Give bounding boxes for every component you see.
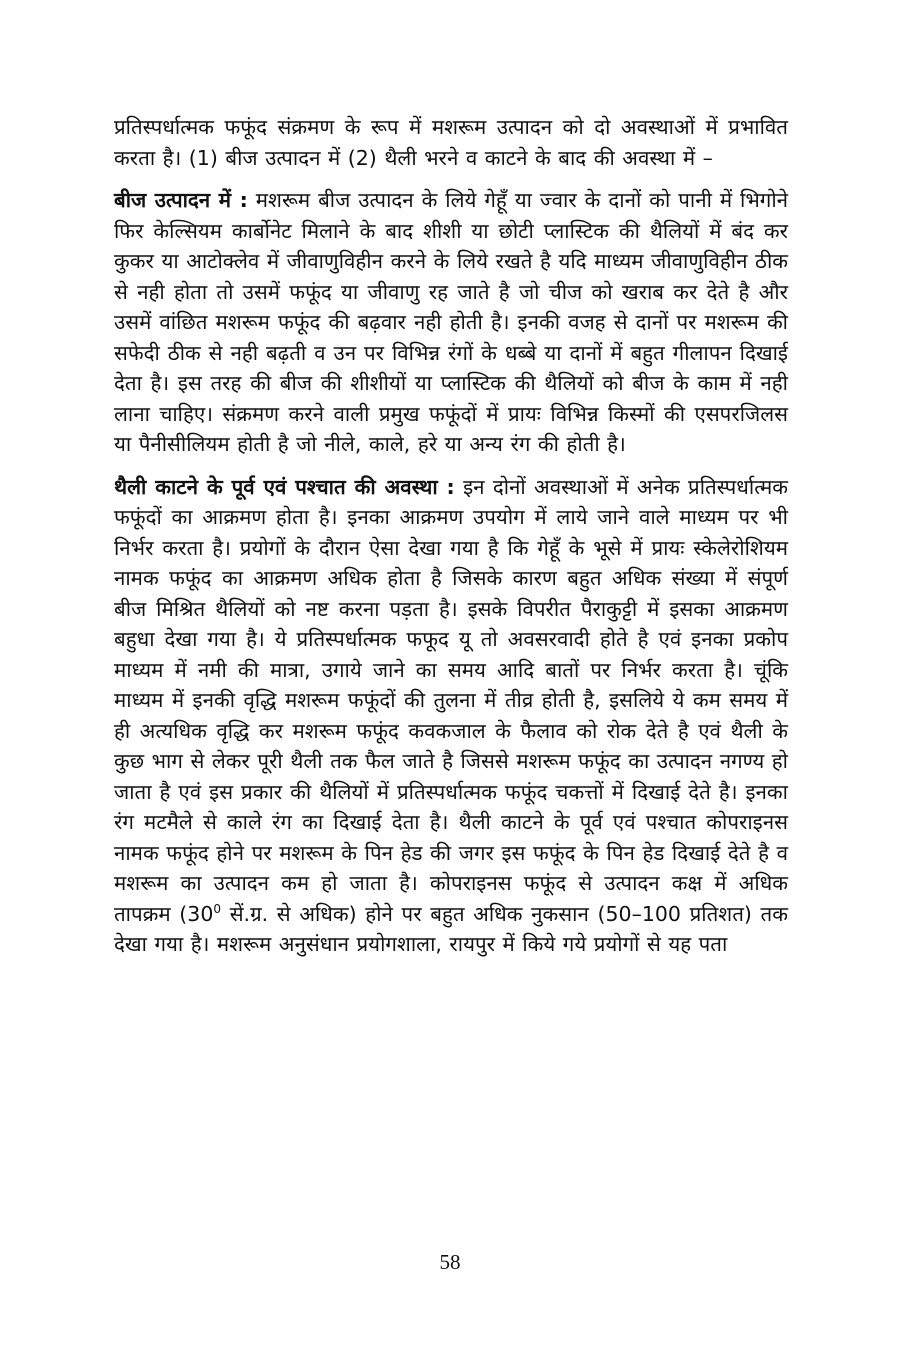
bag-stage-text-part2: सें.ग्र. से अधिक) होने पर बहुत अधिक नुकसान (50–100 प्रतिशत) तक देखा गया है। मशरूम अनुसंधान प्रयोगशाला, रायपुर में किये गये प्रयोगों से यह पता [114, 901, 788, 956]
bag-stage-text-part1: इन दोनों अवस्थाओं में अनेक प्रतिस्पर्धात्मक फफूंदों का आक्रमण होता है। इनका आक्रमण उपयोग में लाये जाने वाले माध्यम पर भी निर्भर करता है। प्रयोगों के दौरान ऐसा देखा गया है कि गेहूँ के भूसे में प्रायः स्केलेरोशियम नामक फफूंद का आक्रमण अधिक होता है जिसके कारण बहुत अधिक संख्या में संपूर्ण बीज मिश्रित थैलियों को नष्ट करना पड़ता है। इसके विपरीत पैराकुट्टी में इसका आक्रमण बहुधा देखा गया है। ये प्रतिस्पर्धात्मक फफूद यू तो अवसरवादी होते है एवं इनका प्रकोप माध्यम में नमी की मात्रा, उगाये जाने का समय आदि बातों पर निर्भर करता है। चूंकि माध्यम में इनकी वृद्धि मशरूम फफूंदों की तुलना में तीव्र होती है, इसलिये ये कम समय में ही अत्यधिक वृद्धि कर मशरूम फफूंद कवकजाल के फैलाव को रोक देते है एवं थैली के कुछ भाग से लेकर पूरी थैली तक फैल जाते है जिससे मशरूम फफूंद का उत्पादन नगण्य हो जाता है एवं इस प्रकार की थैलियों में प्रतिस्पर्धात्मक फफूंद चकत्तों में दिखाई देते है। इनका रंग मटमैले से काले रंग का दिखाई देता है। थैली काटने के पूर्व एवं पश्चात कोपराइनस नामक फफूंद होने पर मशरूम के पिन हेड की जगर इस फफूंद के पिन हेड दिखाई देते है व मशरूम का उत्पादन कम हो जाता है। कोपराइनस फफूंद से उत्पादन कक्ष में अधिक तापक्रम (30 [114, 474, 788, 926]
degree-superscript: 0 [213, 901, 222, 916]
bag-stage-paragraph [114, 472, 788, 960]
seed-production-heading: बीज उत्पादन में : [114, 188, 248, 212]
seed-production-text: मशरूम बीज उत्पादन के लिये गेहूँ या ज्वार के दानों को पानी में भिगोने फिर केल्सियम कार्बोनेट मिलाने के बाद शीशी या छोटी प्लास्टिक की थैलियों में बंद कर कुकर या आटोक्लेव में जीवाणुविहीन करने के लिये रखते है यदि माध्यम जीवाणुविहीन ठीक से नही होता तो उसमें फफूंद या जीवाणु रह जाते है जो चीज को खराब कर देते है और उसमें वांछित मशरूम फफूंद की बढ़वार नही होती है। इनकी वजह से दानों पर मशरूम की सफेदी ठीक से नही बढ़ती व उन पर विभिन्न रंगों के धब्बे या दानों में बहुत गीलापन दिखाई देता है। इस तरह की बीज की शीशीयों या प्लास्टिक की थैलियों को बीज के काम में नही लाना चाहिए। संक्रमण करने वाली प्रमुख फफूंदों में प्रायः विभिन्न किस्मों की एसपरजिलस या पैनीसीलियम होती है जो नीले, काले, हरे या अन्य रंग की होती है। [114, 188, 788, 456]
bag-stage-heading: थैली काटने के पूर्व एवं पश्चात की अवस्था : [114, 474, 455, 499]
seed-production-paragraph [114, 185, 788, 460]
intro-text: प्रतिस्पर्धात्मक फफूंद संक्रमण के रूप में मशरूम उत्पादन को दो अवस्थाओं में प्रभावित करता है। (1) बीज उत्पादन में (2) थैली भरने व काटने के बाद की अवस्था में – [114, 115, 788, 170]
intro-paragraph [114, 112, 788, 173]
document-body [114, 112, 788, 972]
page-number: 58 [439, 1250, 461, 1274]
